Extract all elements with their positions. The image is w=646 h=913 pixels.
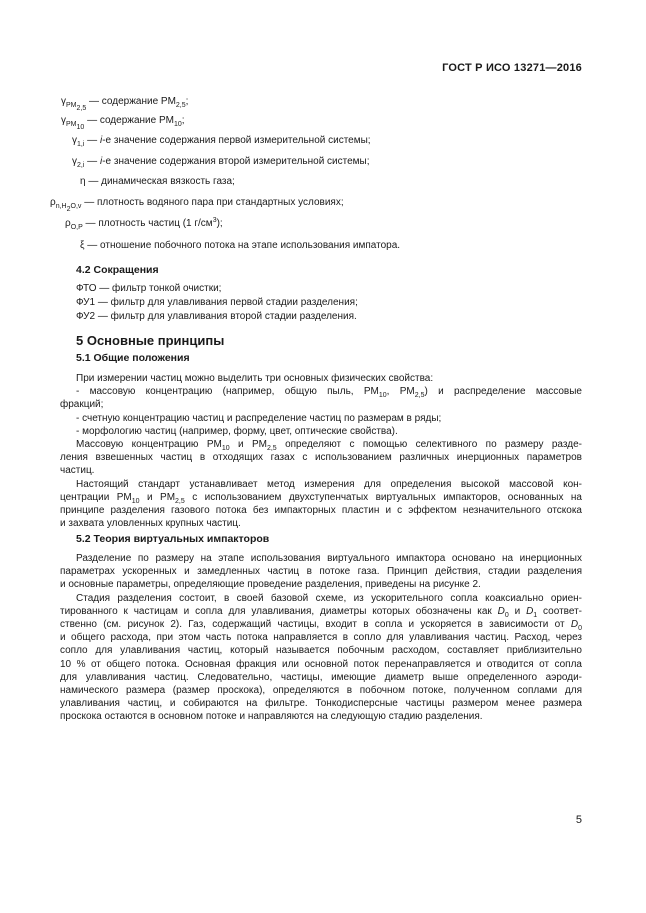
section-5-2-title: 5.2 Теория виртуальных импакторов xyxy=(76,533,270,545)
paragraph-line: Массовую концентрацию $PM_{10}$ и $PM_{2,5}$ определяют с помощью селективного по размеру разде- xyxy=(76,439,582,453)
paragraph-line: и общего расхода, при этом часть потока направляется в сопло для улавливания частиц. Расход, через xyxy=(60,632,582,644)
paragraph-line: намического размера (размер проскока), определяются в побочном потоке, полученном соплами для xyxy=(60,685,582,697)
paragraph-line: - счетную концентрацию частиц и распределение частиц по размерам в ряды; xyxy=(76,412,442,424)
page-number: 5 xyxy=(575,814,582,826)
section-5-1-body xyxy=(60,372,582,530)
paragraph-line: Настоящий стандарт устанавливает метод измерения для определения высокой массовой кон- xyxy=(76,478,582,490)
definition-xi: ξ — отношение побочного потока на этапе использования импатора. xyxy=(80,240,401,251)
paragraph-line: параметрах ускоренных и замедленных частиц в потоке газа. Принцип действия, стадии разделения xyxy=(60,566,582,578)
definition-rho-water: $\rho_{n,H_2O,v}$ — плотность водяного пара при стандартных условиях; xyxy=(50,197,344,213)
paragraph-line: Разделение по размеру на этапе использования виртуального импактора основано на инерционных xyxy=(76,553,582,564)
definition-gamma-pm25: $\gamma_{PM_{2,5}}$ — содержание $PM_{2,5}$; xyxy=(61,96,189,112)
paragraph-line: принципе разделения газового потока без импакторных пластин и с эффектом незначительного отскока xyxy=(60,505,582,517)
paragraph-line: проскока остаются в основном потоке и направляются на следующую стадию разделения. xyxy=(60,711,483,723)
definition-gamma-2i: $\gamma_{2,i}$ — i-е значение содержания второй измерительной системы; xyxy=(72,156,370,169)
abbreviation-item: ФУ2 — фильтр для улавливания второй стадии разделения. xyxy=(76,311,357,322)
abbreviation-item: ФУ1 — фильтр для улавливания первой стадии разделения; xyxy=(76,297,358,308)
paragraph-line: - массовую концентрацию (например, общую пыль, $PM_{10}$, $PM_{2,5}$) и распределение массовые xyxy=(76,386,582,400)
definition-gamma-1i: $\gamma_{1,i}$ — i-е значение содержания первой измерительной системы; xyxy=(72,135,371,148)
paragraph-line: частиц. xyxy=(60,465,95,477)
paragraph-line: и захвата уловленных крупных частиц. xyxy=(60,518,241,530)
section-5-2-body xyxy=(60,552,582,724)
paragraph-line: и основные параметры, определяющие проведение разделения, приведены на рисунке 2. xyxy=(60,579,481,591)
section-4-2-title: 4.2 Сокращения xyxy=(76,264,159,276)
paragraph-line: для улавливания частиц. Следовательно, частицы, имеющие диаметр выше определенного аэроди- xyxy=(60,671,582,683)
abbreviation-item: ФТО — фильтр тонкой очистки; xyxy=(76,283,222,294)
paragraph-line: тированного к частицам и сопла для улавливания, диаметры которых обозначены как $D_0$ и $D_1$ соответ- xyxy=(60,605,582,619)
definition-rho-particle: $\rho_{O,P}$ — плотность частиц (1 $г/см^3$); xyxy=(65,217,223,231)
paragraph-line: 10 % от общего потока. Основная фракция или основной поток перенаправляется и отводится от сопла xyxy=(60,658,582,670)
standard-header: ГОСТ Р ИСО 13271—2016 xyxy=(442,62,582,74)
paragraph-line: Стадия разделения состоит, в своей базовой схеме, из ускорительного сопла коаксиально ориен- xyxy=(76,592,582,604)
paragraph-line: При измерении частиц можно выделить три основных физических свойства: xyxy=(76,373,434,384)
paragraph-line: фракций; xyxy=(60,399,104,411)
paragraph-line: сопло для улавливания частиц, который называется побочным расходом, составляет приблизительно xyxy=(60,645,582,657)
paragraph-line: центрации $PM_{10}$ и $PM_{2,5}$ с использованием двухступенчатых виртуальных импакторов, основанных на xyxy=(60,491,582,505)
definition-eta: η — динамическая вязкость газа; xyxy=(80,176,235,187)
paragraph-line: ственно (см. рисунок 2). Газ, содержащий частицы, входит в сопла и ускоряется в зависимости от $D_0$ xyxy=(60,619,582,633)
section-5-1-title: 5.1 Общие положения xyxy=(76,352,190,364)
paragraph-line: улавливания частиц, и собираются на фильтре. Тонкодисперсные частицы размером менее размера xyxy=(60,698,582,710)
paragraph-line: - морфологию частиц (например, форму, цвет, оптические свойства). xyxy=(76,425,398,437)
section-5-title: 5 Основные принципы xyxy=(76,333,225,348)
paragraph-line: ления взвешенных частиц в отходящих газах с использованием различных инерционных параметров xyxy=(60,452,582,464)
definition-gamma-pm10: $\gamma_{PM_{10}}$ — содержание $PM_{10}$; xyxy=(61,115,185,131)
